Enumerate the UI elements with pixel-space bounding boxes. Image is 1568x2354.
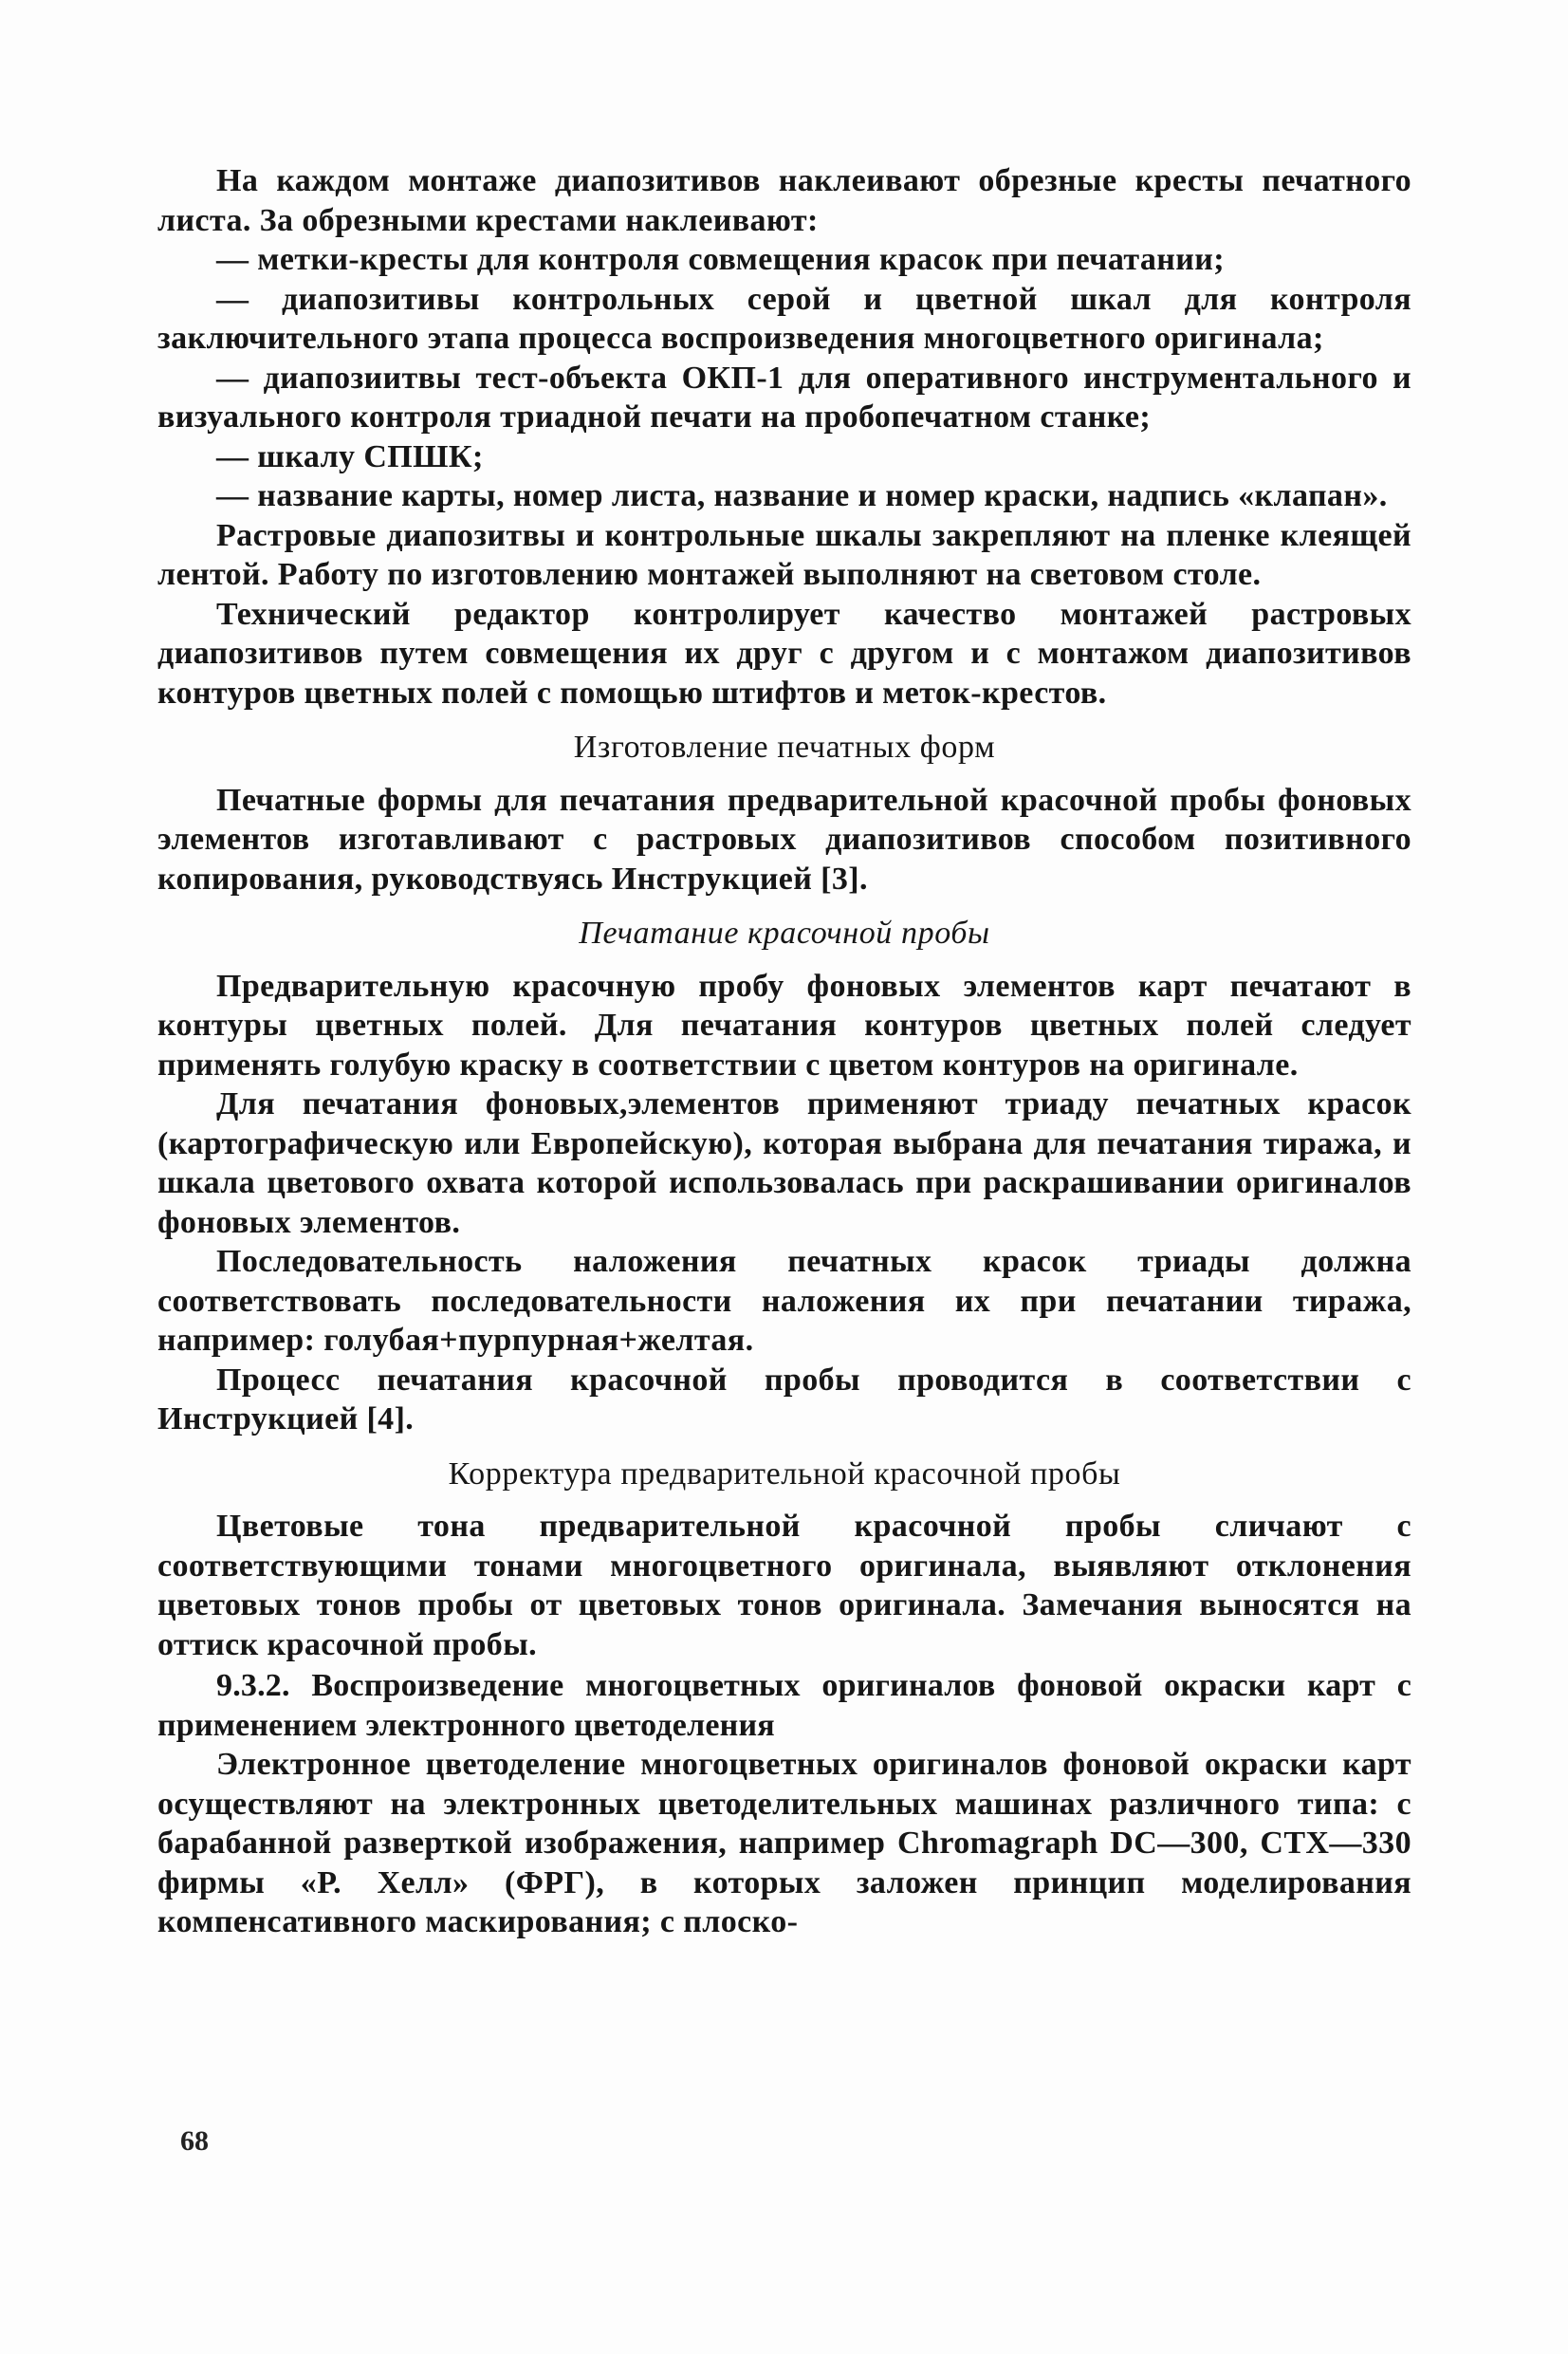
list-item: — название карты, номер листа, название и номер краски, надпись «клапан». <box>216 478 1388 513</box>
list-item: — диапозиитвы тест-объекта ОКП-1 для оперативного инструментального и визуального контроля триадной печати на пробопечатном станке; <box>157 360 1411 435</box>
list-item: — шкалу СПШК; <box>216 438 484 474</box>
paragraph: На каждом монтаже диапозитивов наклеивают обрезные кресты печатного листа. За обрезными крестами наклеивают: <box>157 163 1411 238</box>
paragraph: Цветовые тона предварительной красочной пробы сличают с соответствующими тонами многоцветного оригинала, выявляют отклонения цветовых тонов пробы от цветовых тонов оригинала. Замечания выносятся на оттиск красочной пробы. <box>157 1509 1411 1662</box>
paragraph: Для печатания фоновых,элементов применяют триаду печатных красок (картографическую или Европейскую), которая выбрана для печатания тиража, и шкала цветового охвата которой использовалась при раскрашивании оригиналов фоновых элементов. <box>157 1086 1411 1240</box>
page-number: 68 <box>180 2125 209 2157</box>
paragraph: Технический редактор контролирует качество монтажей растровых диапозитивов путем совмещения их друг с другом и с монтажом диапозитивов контуров цветных полей с помощью штифтов и меток-крестов. <box>157 596 1411 711</box>
paragraph: Процесс печатания красочной пробы проводится в соответствии с Инструкцией [4]. <box>157 1362 1411 1436</box>
paragraph: Предварительную красочную пробу фоновых элементов карт печатают в контуры цветных полей. Для печатания контуров цветных полей следует применять голубую краску в соответствии с цветом контуров на оригинале. <box>157 968 1411 1083</box>
section-heading: Изготовление печатных форм <box>573 730 996 765</box>
paragraph: Последовательность наложения печатных красок триады должна соответствовать последовательности наложения их при печатании тиража, например: голубая+пурпурная+желтая. <box>157 1244 1411 1358</box>
text-body <box>157 161 1411 1942</box>
section-heading: Корректура предварительной красочной пробы <box>448 1455 1121 1492</box>
section-heading: Печатание красочной пробы <box>579 916 990 951</box>
paragraph: Печатные формы для печатания предварительной красочной пробы фоновых элементов изготавливают с растровых диапозитивов способом позитивного копирования, руководствуясь Инструкцией [3]. <box>157 782 1411 897</box>
list-item: — диапозитивы контрольных серой и цветной шкал для контроля заключительного этапа процесса воспроизведения многоцветного оригинала; <box>157 281 1411 356</box>
paragraph: Растровые диапозитвы и контрольные шкалы закрепляют на пленке клеящей лентой. Работу по изготовлению монтажей выполняют на световом столе. <box>157 517 1411 592</box>
paragraph: Электронное цветоделение многоцветных оригиналов фоновой окраски карт осуществляют на электронных цветоделительных машинах различного типа: с барабанной разверткой изображения, например Chromagraph DC—300, CTX—330 фирмы «Р. Хелл» (ФРГ), в которых заложен принцип моделирования компенсативного маскирования; с плоско- <box>157 1747 1411 1939</box>
subsection-heading: 9.3.2. Воспроизведение многоцветных оригиналов фоновой окраски карт с применением электронного цветоделения <box>157 1668 1411 1743</box>
list-item: — метки-кресты для контроля совмещения красок при печатании; <box>216 242 1225 277</box>
